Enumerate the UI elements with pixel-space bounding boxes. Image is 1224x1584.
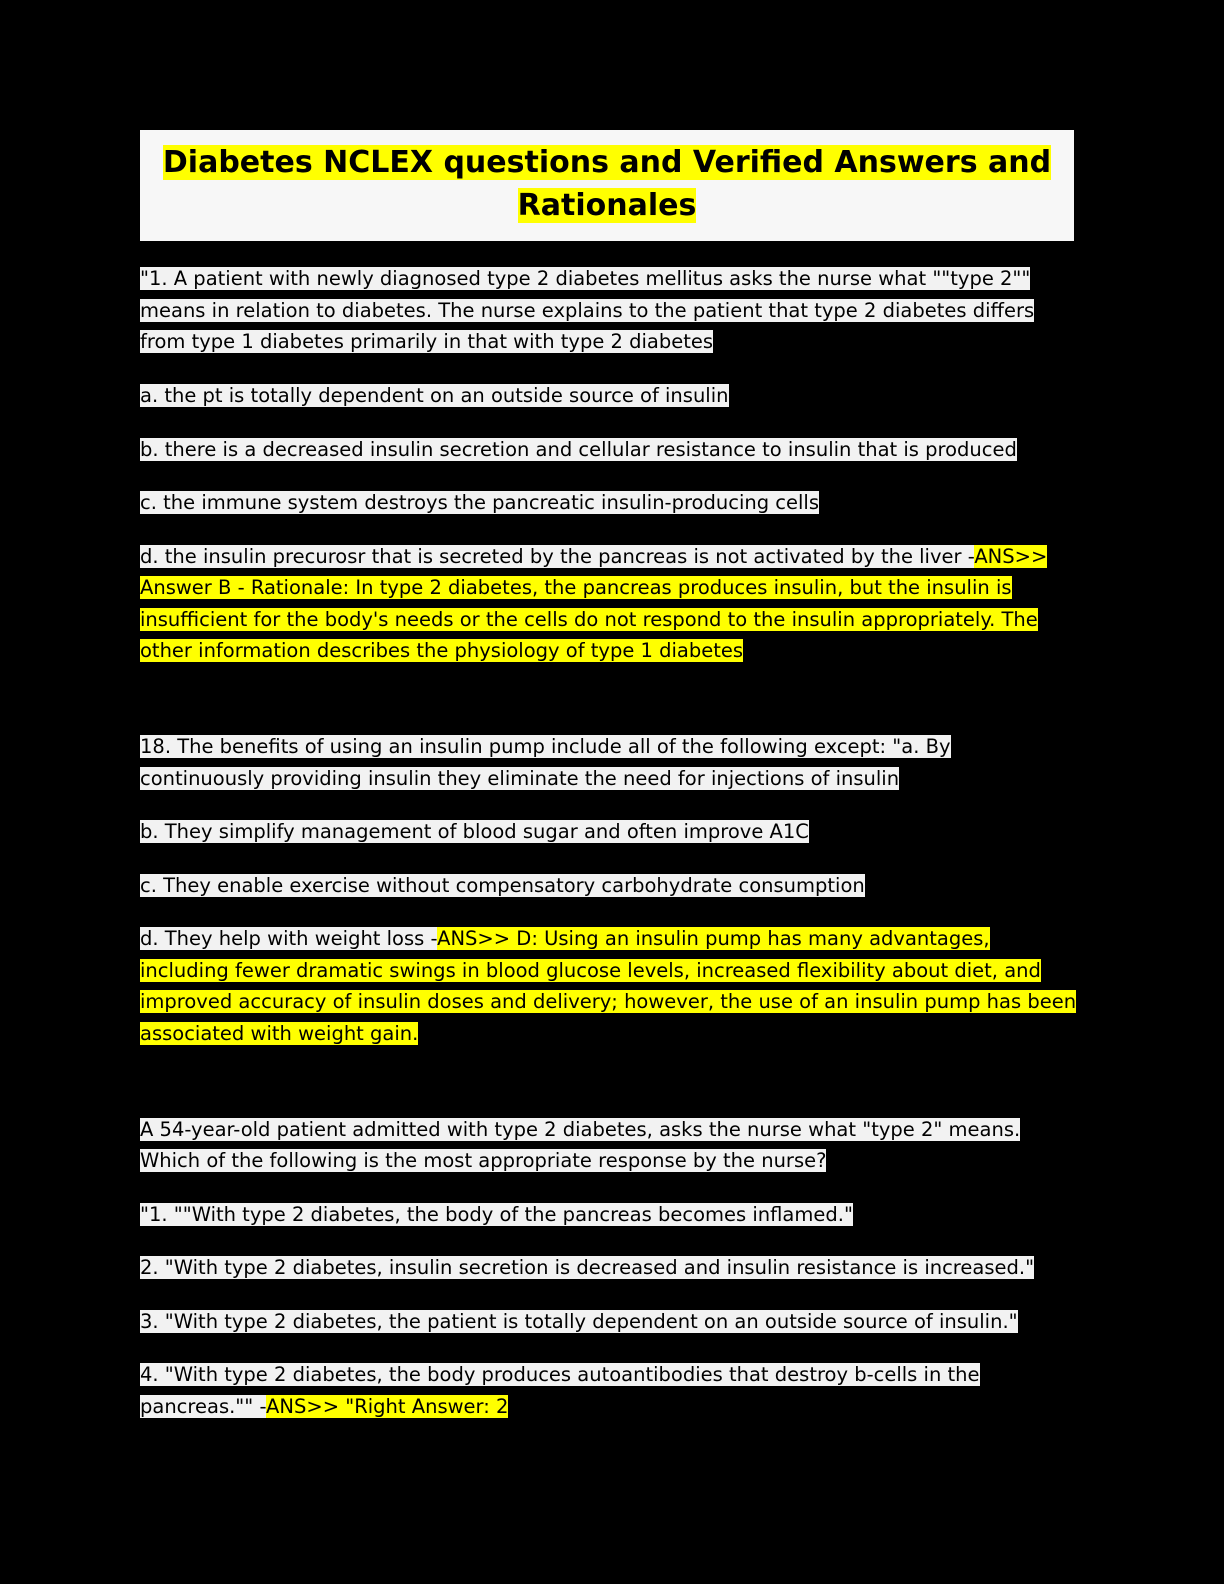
question-18-option-b: b. They simplify management of blood sugar and often improve A1C bbox=[140, 820, 809, 844]
question-1-option-b: b. there is a decreased insulin secretion and cellular resistance to insulin that is produced bbox=[140, 437, 1017, 461]
document-title bbox=[140, 130, 1074, 241]
section-gap-1 bbox=[140, 667, 1080, 709]
question-3-option-3: 3. "With type 2 diabetes, the patient is totally dependent on an outside source of insulin." bbox=[140, 1309, 1018, 1333]
question-1-option-d-answer: d. the insulin precurosr that is secreted by the pancreas is not activated by the liver -ANS>> Answer B - Rationale: In type 2 diabetes, the pancreas produces insulin, but the insulin is insufficient for the body's needs or the cells do not respond to the insulin appropriately. The other information describes the physiology of type 1 diabetes bbox=[140, 544, 1048, 663]
document-body bbox=[140, 130, 1080, 1423]
question-1-option-a: a. the pt is totally dependent on an outside source of insulin bbox=[140, 383, 729, 407]
title-line-1 bbox=[148, 142, 1066, 185]
question-18-option-d-answer: d. They help with weight loss -ANS>> D: Using an insulin pump has many advantages, including fewer dramatic swings in blood glucose levels, increased flexibility about diet, and improved accuracy of insulin doses and delivery; however, the use of an insulin pump has been associated with weight gain. bbox=[140, 927, 1077, 1046]
question-1-option-c: c. the immune system destroys the pancreatic insulin-producing cells bbox=[140, 491, 820, 515]
section-gap-2 bbox=[140, 1050, 1080, 1092]
question-3-stem: A 54-year-old patient admitted with type 2 diabetes, asks the nurse what "type 2" means. Which of the following is the most appropriate response by the nurse? bbox=[140, 1117, 1021, 1173]
question-3-option-4-answer: 4. "With type 2 diabetes, the body produces autoantibodies that destroy b-cells in the pancreas."" -ANS>> "Right Answer: 2 bbox=[140, 1363, 980, 1419]
question-3-option-1: "1. ""With type 2 diabetes, the body of the pancreas becomes inflamed." bbox=[140, 1202, 853, 1226]
question-1-stem: "1. A patient with newly diagnosed type 2 diabetes mellitus asks the nurse what ""type 2"" means in relation to diabetes. The nurse explains to the patient that type 2 diabetes differs from type 1 diabetes primarily in that with type 2 diabetes bbox=[140, 267, 1035, 354]
question-3-option-2: 2. "With type 2 diabetes, insulin secretion is decreased and insulin resistance is increased." bbox=[140, 1256, 1035, 1280]
question-18-stem: 18. The benefits of using an insulin pump include all of the following except: "a. By continuously providing insulin they eliminate the need for injections of insulin bbox=[140, 734, 951, 790]
title-line-2-text: Rationales bbox=[517, 187, 697, 223]
title-line-2 bbox=[148, 185, 1066, 228]
title-line-1-text: Diabetes NCLEX questions and Verified Answers and bbox=[162, 145, 1052, 180]
question-18-option-c: c. They enable exercise without compensatory carbohydrate consumption bbox=[140, 873, 865, 897]
